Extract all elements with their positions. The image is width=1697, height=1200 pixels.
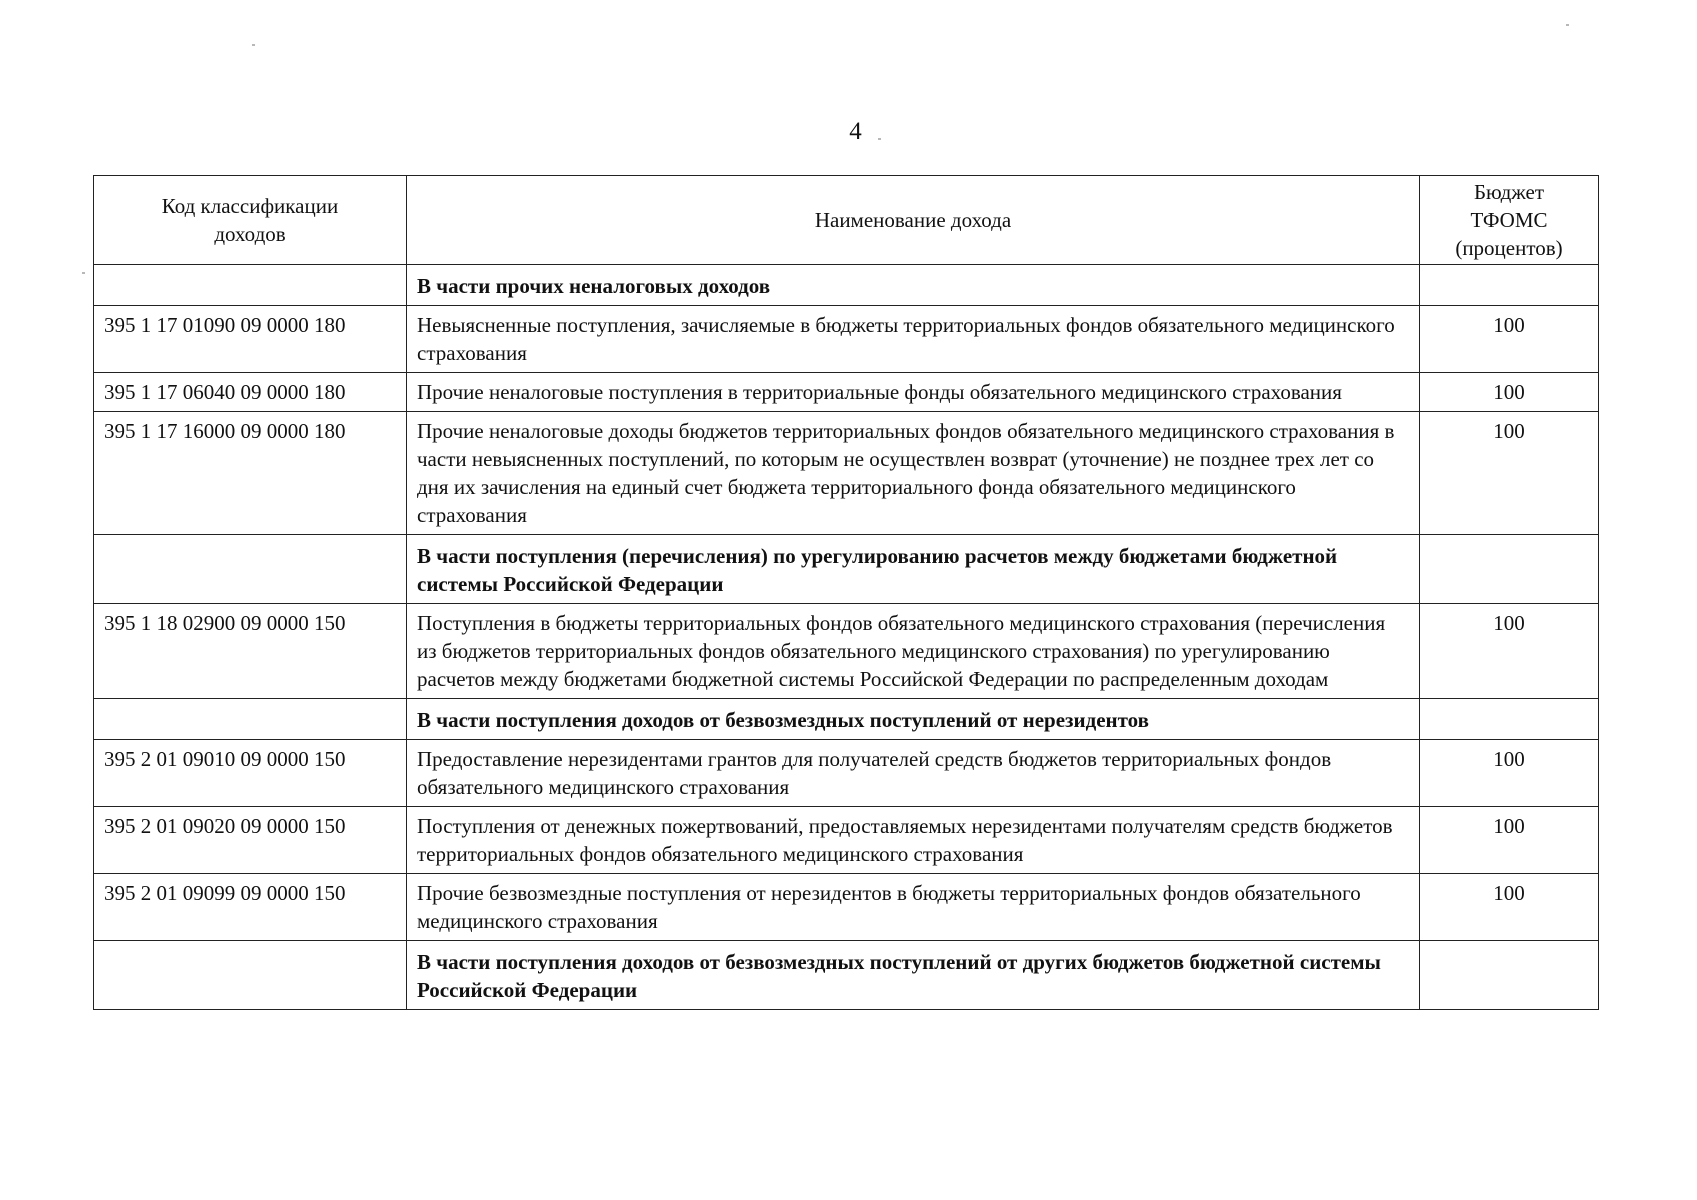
scan-speck (82, 272, 85, 274)
cell-code (94, 265, 407, 306)
cell-name: Прочие неналоговые доходы бюджетов территориальных фондов обязательного медицинского страхования в части невыясненных поступлений, по которым не осуществлен возврат (уточнение) не позднее трех лет со дня их зачисления на единый счет бюджета территориального фонда обязательного медицинского страхования (407, 412, 1420, 535)
cell-code (94, 941, 407, 1010)
table-body (94, 265, 1599, 1010)
cell-percent: 100 (1420, 306, 1599, 373)
header-code (94, 176, 407, 265)
section-heading: В части поступления доходов от безвозмездных поступлений от нерезидентов (407, 699, 1420, 740)
cell-code: 395 1 17 06040 09 0000 180 (94, 373, 407, 412)
cell-code: 395 2 01 09020 09 0000 150 (94, 807, 407, 874)
table-header-row (94, 176, 1599, 265)
income-classification-table (93, 175, 1599, 1010)
section-row (94, 699, 1599, 740)
section-heading: В части прочих неналоговых доходов (407, 265, 1420, 306)
cell-percent: 100 (1420, 807, 1599, 874)
scan-speck (252, 44, 255, 46)
section-row (94, 941, 1599, 1010)
cell-code: 395 2 01 09010 09 0000 150 (94, 740, 407, 807)
cell-name: Прочие безвозмездные поступления от нерезидентов в бюджеты территориальных фондов обязательного медицинского страхования (407, 874, 1420, 941)
cell-percent: 100 (1420, 874, 1599, 941)
header-percent (1420, 176, 1599, 265)
table-row (94, 740, 1599, 807)
header-name (407, 176, 1420, 265)
table-row (94, 306, 1599, 373)
scan-speck (1566, 24, 1569, 26)
table-row (94, 604, 1599, 699)
cell-percent: 100 (1420, 740, 1599, 807)
cell-name: Поступления от денежных пожертвований, предоставляемых нерезидентами получателям средств бюджетов территориальных фондов обязательного медицинского страхования (407, 807, 1420, 874)
cell-percent (1420, 265, 1599, 306)
cell-code: 395 1 17 01090 09 0000 180 (94, 306, 407, 373)
section-heading: В части поступления доходов от безвозмездных поступлений от других бюджетов бюджетной системы Российской Федерации (407, 941, 1420, 1010)
cell-code (94, 699, 407, 740)
cell-percent: 100 (1420, 373, 1599, 412)
header-percent-label: Бюджет ТФОМС (процентов) (1455, 180, 1563, 260)
section-heading: В части поступления (перечисления) по урегулированию расчетов между бюджетами бюджетной системы Российской Федерации (407, 535, 1420, 604)
cell-percent (1420, 941, 1599, 1010)
cell-name: Невыясненные поступления, зачисляемые в бюджеты территориальных фондов обязательного медицинского страхования (407, 306, 1420, 373)
table-row (94, 373, 1599, 412)
header-code-label: Код классификации доходов (161, 194, 339, 246)
cell-percent: 100 (1420, 604, 1599, 699)
cell-code (94, 535, 407, 604)
cell-code: 395 2 01 09099 09 0000 150 (94, 874, 407, 941)
header-name-label: Наименование дохода (814, 208, 1012, 232)
section-row (94, 535, 1599, 604)
table-row (94, 807, 1599, 874)
cell-name: Поступления в бюджеты территориальных фондов обязательного медицинского страхования (перечисления из бюджетов территориальных фондов обязательного медицинского страхования) по урегулированию расчетов между бюджетами бюджетной системы Российской Федерации по распределенным доходам (407, 604, 1420, 699)
cell-percent (1420, 535, 1599, 604)
cell-name: Предоставление нерезидентами грантов для получателей средств бюджетов территориальных фондов обязательного медицинского страхования (407, 740, 1420, 807)
cell-percent (1420, 699, 1599, 740)
cell-code: 395 1 17 16000 09 0000 180 (94, 412, 407, 535)
page-number: 4 (849, 118, 862, 145)
table-row (94, 412, 1599, 535)
table-row (94, 874, 1599, 941)
section-row (94, 265, 1599, 306)
cell-name: Прочие неналоговые поступления в территориальные фонды обязательного медицинского страхования (407, 373, 1420, 412)
scan-speck (878, 138, 881, 140)
cell-percent: 100 (1420, 412, 1599, 535)
cell-code: 395 1 18 02900 09 0000 150 (94, 604, 407, 699)
